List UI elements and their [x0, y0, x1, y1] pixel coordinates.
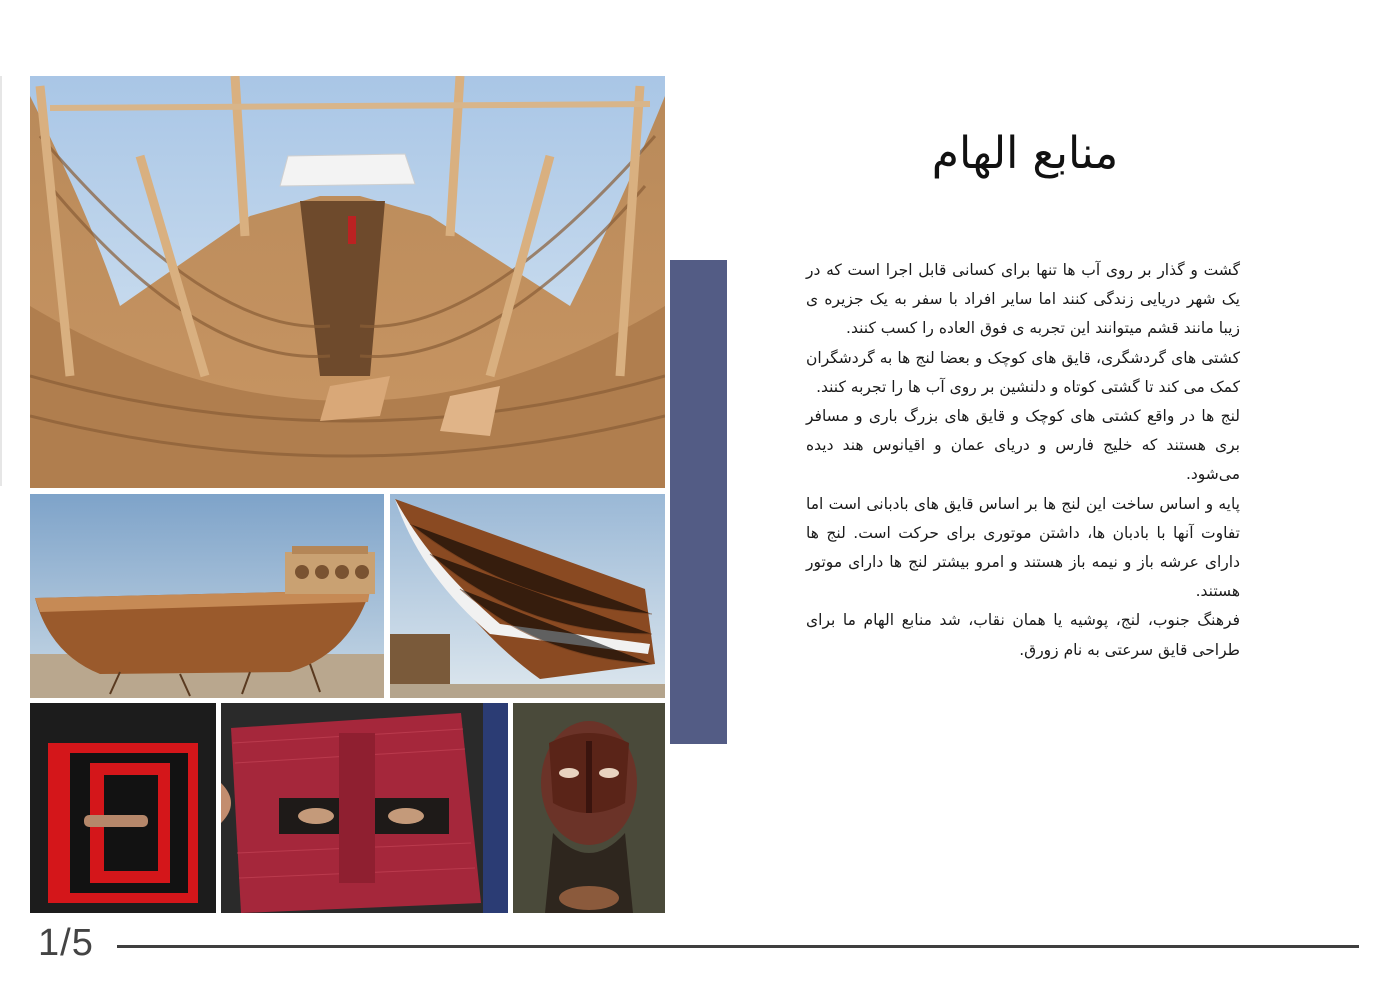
left-edge-line	[0, 76, 2, 486]
photo-dhow-on-shore	[30, 494, 384, 698]
paragraph-5: فرهنگ جنوب، لنج، پوشیه یا همان نقاب، شد منابع الهام ما برای طراحی قایق سرعتی به نام زورق.	[806, 611, 1240, 659]
paragraph-1: گشت و گذار بر روی آب ها تنها برای کسانی قابل اجرا است که در یک شهر دریایی زندگی کنند اما سایر افراد با سفر به یک جزیره ی زیبا مانند قشم میتوانند این تجربه ی فوق العاده را کسب کنند.	[806, 261, 1240, 338]
paragraph-3: لنج ها در واقع کشتی های کوچک و قایق های بزرگ باری و مسافر بری هستند که خلیج فارس و دریای عمان و اقیانوس هند دیده می‌شود.	[806, 407, 1240, 484]
photo-dhow-bow	[390, 494, 665, 698]
footer-rule	[117, 945, 1359, 948]
photo-metallic-mask	[513, 703, 665, 913]
accent-bar	[670, 260, 727, 744]
body-text	[806, 256, 1240, 665]
paragraph-4: پایه و اساس ساخت این لنج ها بر اساس قایق های بادبانی است اما تفاوت آنها با بادبان ها، داشتن موتوری برای حرکت است. لنج ها دارای عرشه باز و نیمه باز هستند و امرو بیشتر لنج ها دارای موتور هستند.	[806, 494, 1240, 601]
photo-red-fabric-mask	[221, 703, 508, 913]
photo-dhow-hull-interior	[30, 76, 665, 488]
photo-red-black-mask	[30, 703, 216, 913]
paragraph-2: کشتی های گردشگری، قایق های کوچک و بعضا لنج ها به گردشگران کمک می کند تا گشتی کوتاه و دلنشین بر روی آب ها را تجربه کنند.	[806, 348, 1240, 396]
page-title: منابع الهام	[931, 128, 1119, 179]
page-number: 1/5	[38, 922, 94, 964]
